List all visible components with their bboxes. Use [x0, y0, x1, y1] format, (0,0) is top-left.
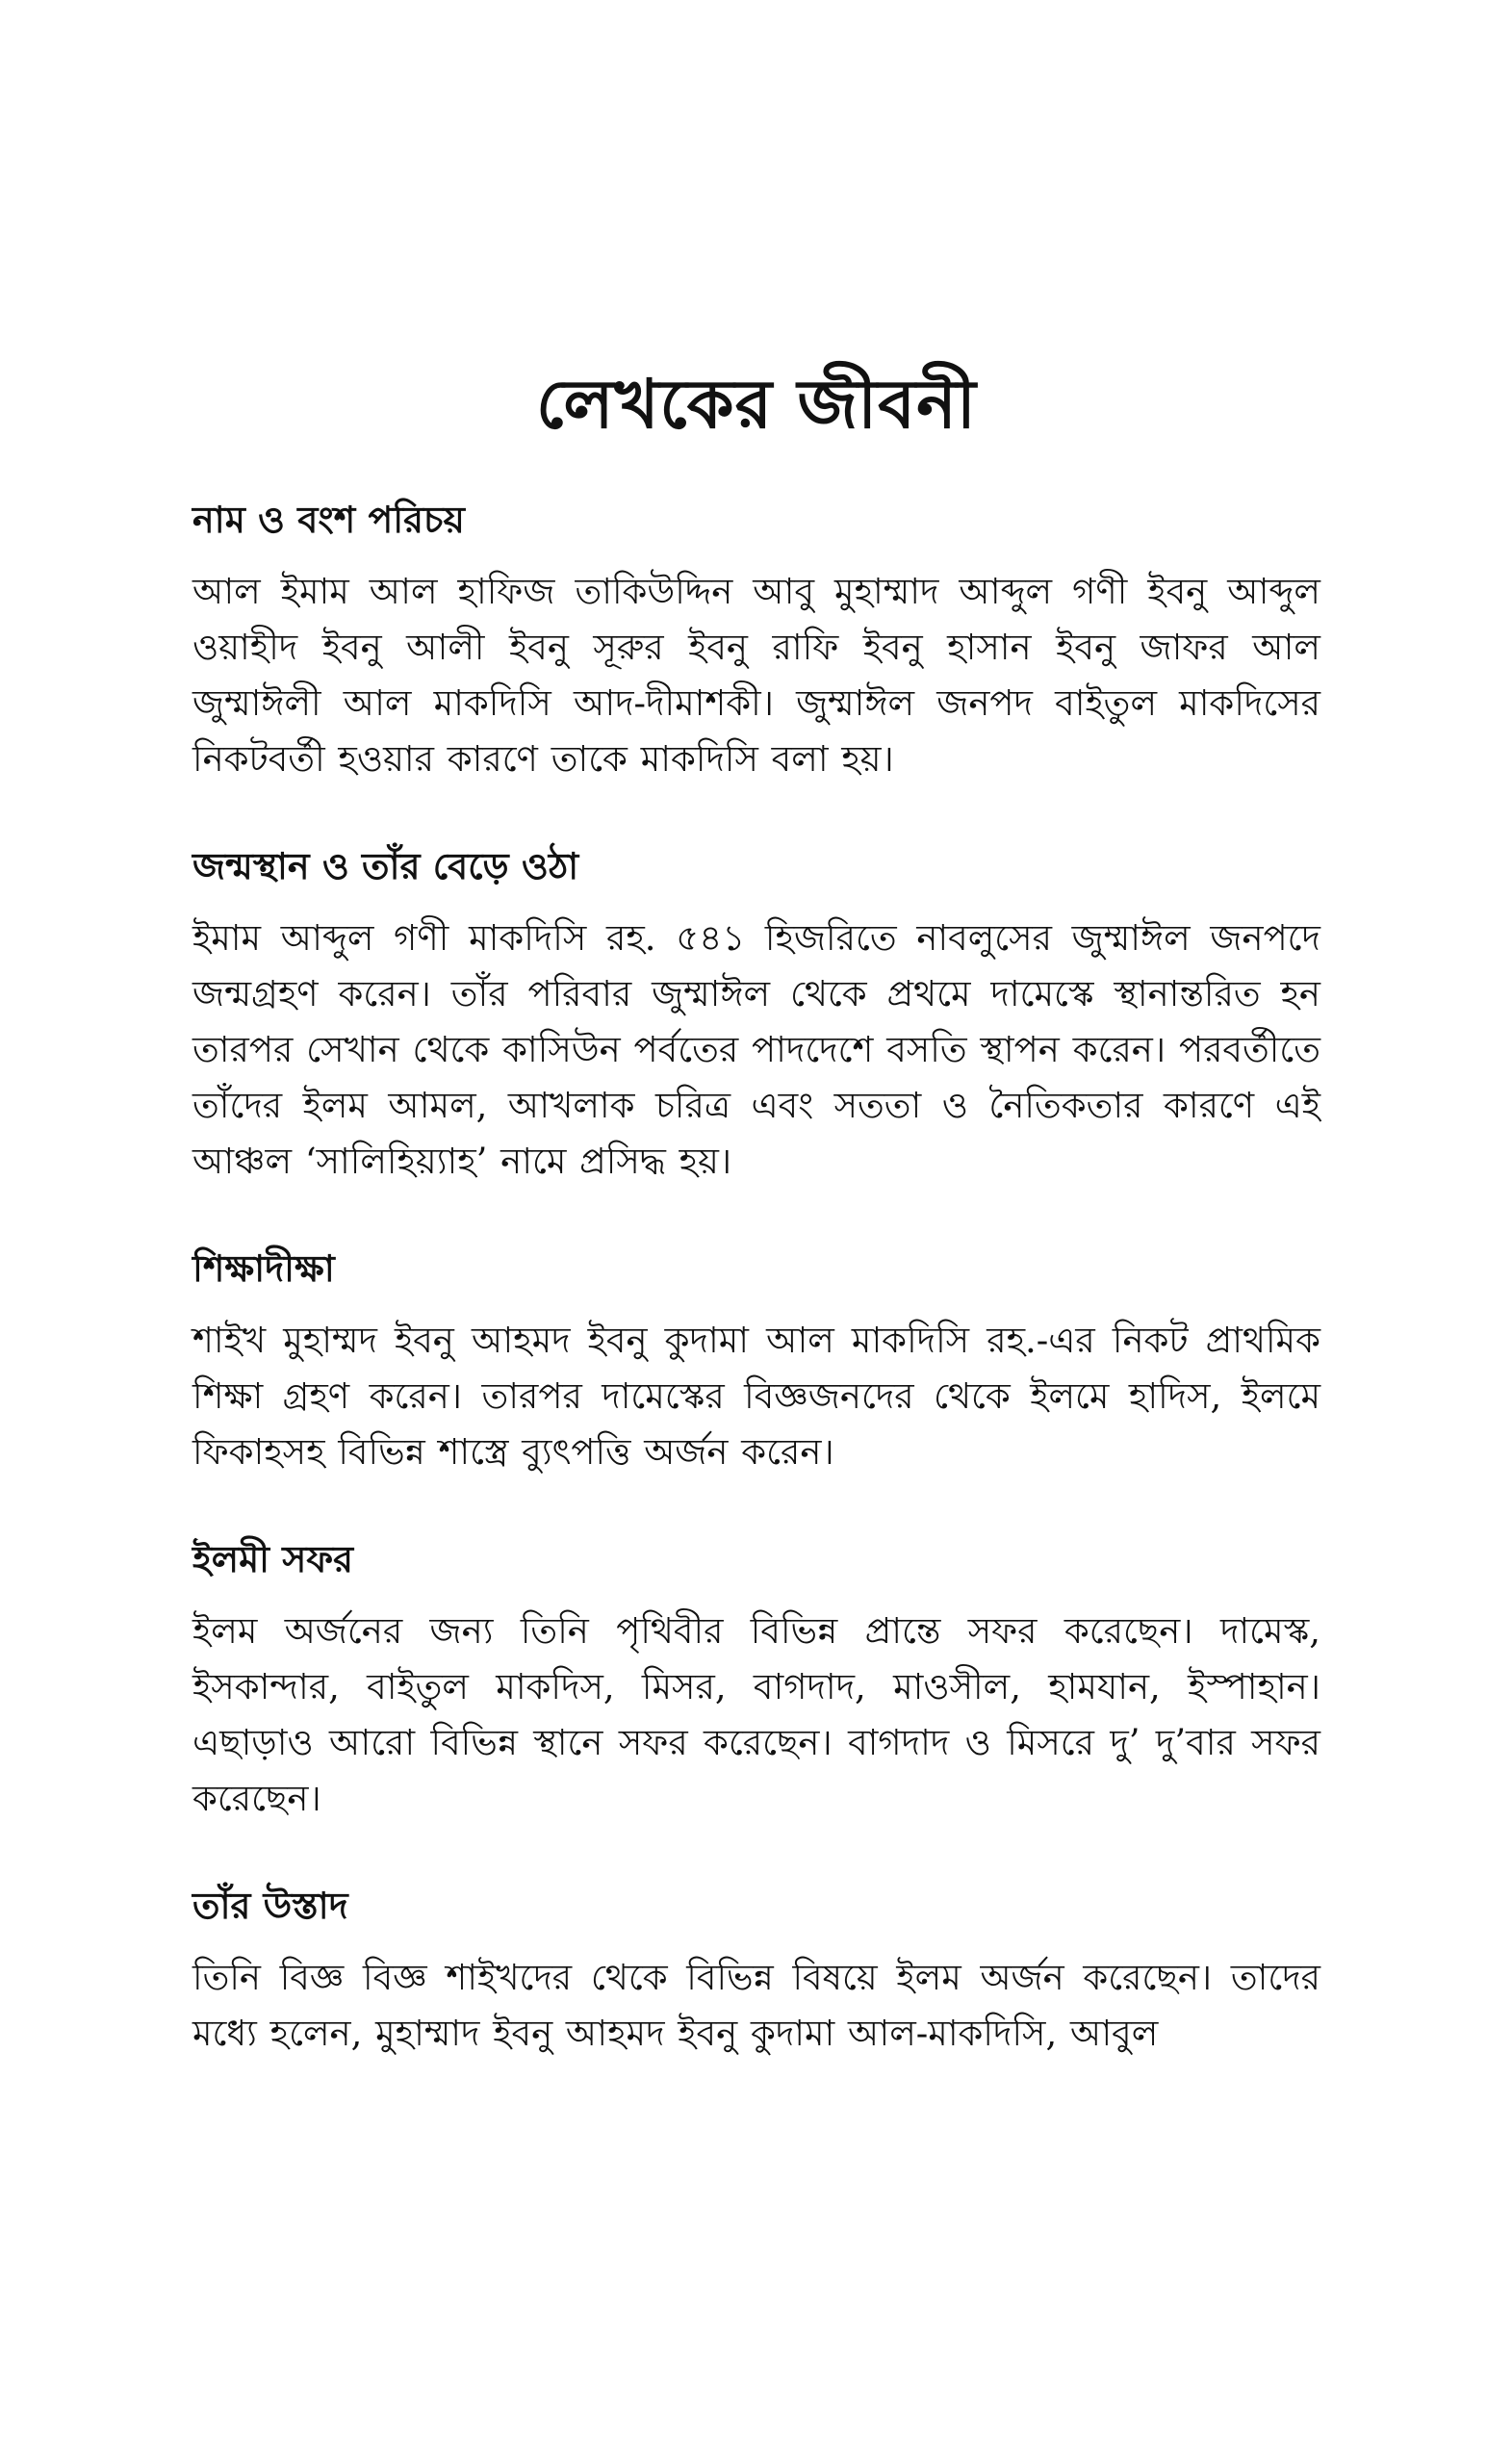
- section-paragraph: তিনি বিজ্ঞ বিজ্ঞ শাইখদের থেকে বিভিন্ন বিষয়ে ইলম অর্জন করেছেন। তাদের মধ্যে হলেন, মুহাম্মাদ ইবনু আহমদ ইবনু কুদামা আল-মাকদিসি, আবুল: [192, 1957, 1320, 2054]
- section-education: [192, 1240, 1320, 1480]
- section-name-lineage: [192, 491, 1320, 787]
- section-birthplace-upbringing: [192, 837, 1320, 1190]
- section-heading: শিক্ষাদীক্ষা: [192, 1247, 335, 1290]
- section-paragraph: আল ইমাম আল হাফিজ তাকিউদ্দিন আবু মুহাম্মাদ আব্দুল গণী ইবনু আব্দুল ওয়াহীদ ইবনু আলী ইবনু সূরুর ইবনু রাফি ইবনু হাসান ইবনু জাফর আল জুম্মাঈলী আল মাকদিসি আদ-দীমাশকী। জুম্মাঈল জনপদ বাইতুল মাকদিসের নিকটবর্তী হওয়ার কারণে তাকে মাকদিসি বলা হয়।: [192, 571, 1320, 780]
- section-paragraph: ইলম অর্জনের জন্য তিনি পৃথিবীর বিভিন্ন প্রান্তে সফর করেছেন। দামেস্ক, ইসকান্দার, বাইতুল মাকদিস, মিসর, বাগদাদ, মাওসীল, হামযান, ইস্পাহান। এছাড়াও আরো বিভিন্ন স্থানে সফর করেছেন। বাগদাদ ও মিসরে দু’ দু’বার সফর করেছেন।: [192, 1610, 1320, 1819]
- section-scholarly-travels: [192, 1530, 1320, 1827]
- section-heading: তাঁর উস্তাদ: [192, 1885, 348, 1927]
- section-heading: নাম ও বংশ পরিচয়: [192, 499, 465, 541]
- section-heading: জন্মস্থান ও তাঁর বেড়ে ওঠা: [192, 845, 579, 887]
- section-heading: ইলমী সফর: [192, 1538, 354, 1580]
- book-page: [192, 356, 1320, 2112]
- page-title: লেখকের জীবনী: [536, 365, 977, 444]
- section-teachers: [192, 1877, 1320, 2062]
- section-paragraph: শাইখ মুহাম্মদ ইবনু আহমদ ইবনু কুদামা আল মাকদিসি রহ.-এর নিকট প্রাথমিক শিক্ষা গ্রহণ করেন। তারপর দামেস্কের বিজ্ঞজনদের থেকে ইলমে হাদিস, ইলমে ফিকাহসহ বিভিন্ন শাস্ত্রে ব্যুৎপত্তি অর্জন করেন।: [192, 1320, 1320, 1473]
- section-paragraph: ইমাম আব্দুল গণী মাকদিসি রহ. ৫৪১ হিজরিতে নাবলুসের জুম্মাঈল জনপদে জন্মগ্রহণ করেন। তাঁর পরিবার জুম্মাঈল থেকে প্রথমে দামেস্কে স্থানান্তরিত হন তারপর সেখান থেকে কাসিউন পর্বতের পাদদেশে বসতি স্থাপন করেন। পরবর্তীতে তাঁদের ইলম আমল, আখলাক চরিত্র এবং সততা ও নৈতিকতার কারণে এই আঞ্চল ‘সালিহিয়্যাহ’ নামে প্রসিদ্ধ হয়।: [192, 917, 1320, 1182]
